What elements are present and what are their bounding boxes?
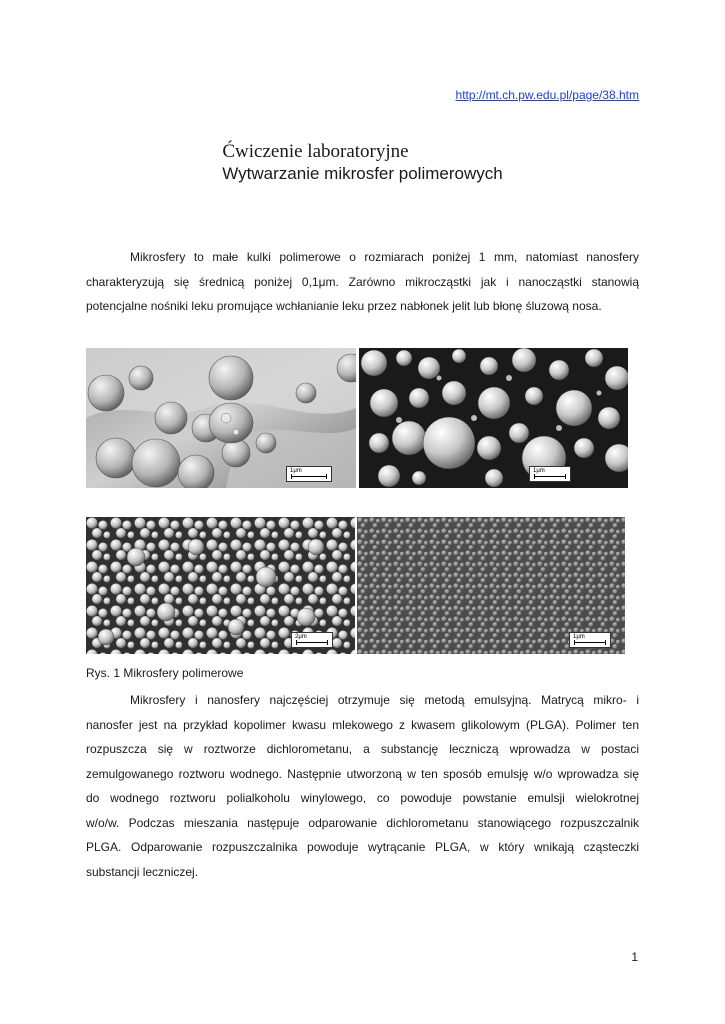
title-line-1: Ćwiczenie laboratoryjne [222, 141, 409, 162]
scale-label: 1μm [290, 468, 302, 474]
sem-micrograph-4 [357, 517, 625, 654]
method-line: substancji leczniczej. [86, 864, 199, 879]
sem-micrograph-2 [359, 348, 628, 488]
intro-line: charakteryzują się średnicą poniżej 0,1μm. Zarówno mikrocząstki jak i nanocząstki stanowią [86, 274, 639, 289]
method-line: rozpuszcza się w roztworze dichlorometanu, a substancję leczniczą wprowadza w postaci [86, 742, 639, 756]
intro-line: Mikrosfery to małe kulki polimerowe o rozmiarach poniżej 1 mm, natomiast nanosfery [130, 250, 639, 264]
scale-bar [529, 466, 571, 482]
method-line: w/o/w. Podczas mieszania następuje odparowanie dichlorometanu stanowiącego rozpuszczalnik [86, 815, 639, 830]
scale-label: 1μm [533, 468, 545, 474]
scale-bar [286, 466, 332, 482]
method-paragraph [86, 688, 639, 884]
sem-micrograph-1 [86, 348, 356, 488]
document-subtitle: Wytwarzanie mikrosfer polimerowych [222, 164, 503, 183]
source-link[interactable]: http://mt.ch.pw.edu.pl/page/38.htm [455, 88, 639, 102]
method-line: PLGA. Odparowanie rozpuszczalnika powoduje wytrącanie PLGA, w który wnikają cząsteczki [86, 840, 639, 854]
scale-label: 2μm [295, 634, 307, 640]
document-title [0, 141, 725, 163]
figure-caption: Rys. 1 Mikrosfery polimerowe [86, 666, 244, 680]
scale-bar [291, 632, 333, 648]
page-number: 1 [631, 950, 638, 964]
method-line: nanosfer jest na przykład kopolimer kwasu mlekowego z kwasem glikolowym (PLGA). Polimer ten [86, 717, 639, 732]
scale-label: 1μm [573, 634, 585, 640]
method-line: zemulgowanego roztworu wodnego. Następnie utworzoną w ten sposób emulsję w/o wprowadza się [86, 766, 639, 781]
method-line: Mikrosfery i nanosfery najczęściej otrzymuje się metodą emulsyjną. Matrycą mikro- i [130, 693, 639, 707]
sem-micrograph-3 [86, 517, 355, 654]
intro-line: potencjalne nośniki leku promujące wchłanianie leku przez nabłonek jelit lub błonę śluzową nosa. [86, 299, 602, 313]
scale-bar [569, 632, 611, 648]
intro-paragraph [86, 245, 639, 319]
method-line: do wodnego roztworu polialkoholu winylowego, co powoduje powstanie emulsji wielokrotnej [86, 791, 639, 805]
